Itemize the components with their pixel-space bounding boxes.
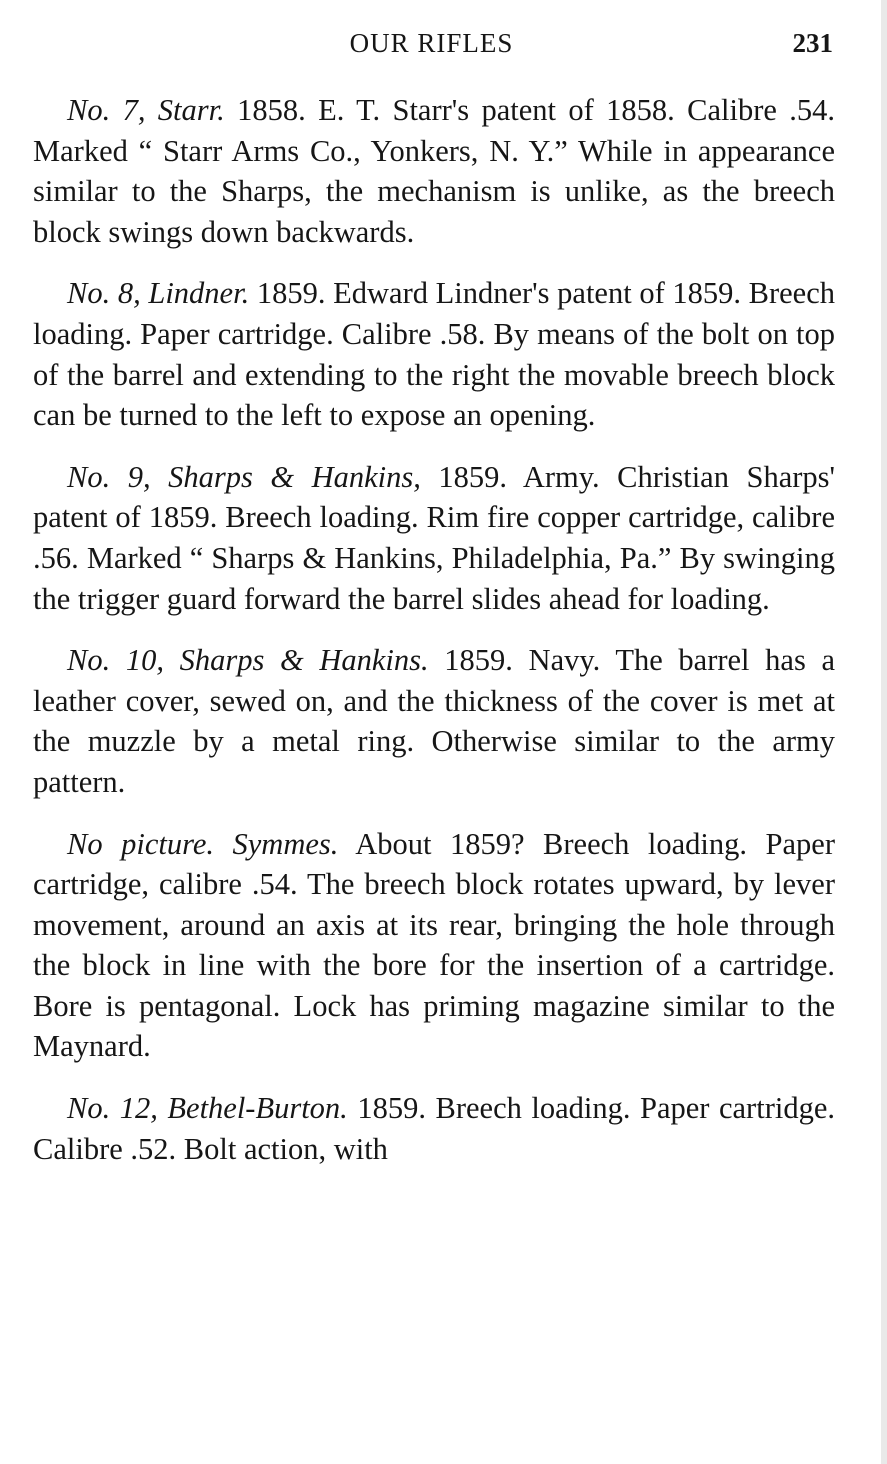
entry-paragraph (33, 273, 835, 435)
entry-label: No. 10, Sharps & Hankins. (67, 643, 429, 678)
entry-paragraph (33, 640, 835, 802)
entry-text: 1859. Army. Christian Sharps' patent of 1859. Breech loading. Rim fire copper cartridge, calibre .56. Marked “ Sharps & Hankins, Philadelphia, Pa.” By swinging the trigger guard forward the barrel slides ahead for loading. (33, 459, 835, 616)
entry-label: No. 7, Starr. (67, 93, 225, 127)
running-title: OUR RIFLES (349, 28, 514, 58)
page-number: 231 (792, 28, 833, 58)
entry-text: 1859. Breech loading. Paper cartridge. Calibre .52. Bolt action, with (33, 1091, 835, 1166)
entry-label: No. 8, Lindner. (67, 276, 250, 311)
body-text (33, 90, 835, 1190)
entry-paragraph (33, 824, 835, 1068)
entry-paragraph (33, 90, 835, 252)
entry-label: No. 9, Sharps & Hankins, (67, 459, 421, 494)
page-header (0, 28, 887, 72)
entry-text: 1859. Edward Lindner's patent of 1859. Breech loading. Paper cartridge. Calibre .58. By means of the bolt on top of the barrel and extending to the right the movable breech block can be turned to the left to expose an opening. (33, 276, 835, 433)
entry-label: No. 12, Bethel-Burton. (67, 1091, 348, 1126)
page-edge (881, 0, 887, 1464)
entry-text: 1859. Navy. The barrel has a leather cover, sewed on, and the thickness of the cover is met at the muzzle by a metal ring. Otherwise similar to the army pattern. (33, 643, 835, 799)
entry-paragraph (33, 1088, 835, 1169)
entry-text: 1858. E. T. Starr's patent of 1858. Calibre .54. Marked “ Starr Arms Co., Yonkers, N. Y.” While in appearance similar to the Sharps, the mechanism is unlike, as the breech block swings down backwards. (33, 93, 835, 249)
entry-text: About 1859? Breech loading. Paper cartridge, calibre .54. The breech block rotates upward, by lever movement, around an axis at its rear, bringing the hole through the block in line with the bore for the insertion of a cartridge. Bore is pentagonal. Lock has priming magazine similar to the Maynard. (33, 826, 835, 1064)
entry-paragraph (33, 457, 835, 619)
entry-label: No picture. Symmes. (67, 826, 339, 861)
